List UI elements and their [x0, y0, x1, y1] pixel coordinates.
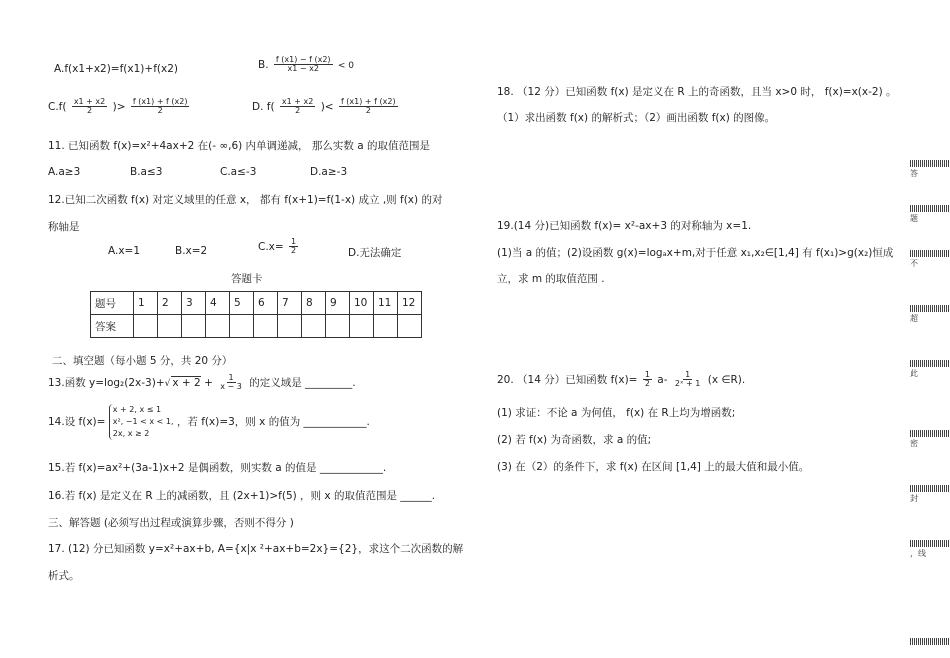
- option-c-fraction-1: [72, 98, 107, 116]
- question-20-part-1: (1) 求证：不论 a 为何值， f(x) 在 R上均为增函数;: [497, 407, 736, 419]
- q20-prefix: 20. （14 分）已知函数 f(x)=: [497, 373, 638, 386]
- question-18-line-1: 18. （12 分）已知函数 f(x) 是定义在 R 上的奇函数，且当 x>0 时， f(x)=x(x-2) 。: [497, 86, 897, 98]
- q11-option-b: B.a≤3: [130, 166, 163, 178]
- answer-card-cell[interactable]: [374, 315, 398, 338]
- seal-mark: [910, 430, 950, 449]
- section-2-heading: 二、填空题（每小题 5 分，共 20 分）: [52, 355, 233, 367]
- fraction-numerator: 1: [685, 370, 691, 379]
- option-b-fraction: [274, 56, 333, 74]
- q14-prefix: 14.设 f(x)=: [48, 416, 106, 428]
- fraction-numerator: 1: [228, 373, 234, 382]
- question-15: 15.若 f(x)=ax²+(3a-1)x+2 是偶函数，则实数 a 的值是 ____________.: [48, 462, 387, 474]
- seal-mark: [910, 250, 950, 269]
- q14-case: 2x, x ≥ 2: [112, 429, 150, 438]
- q14-case: x + 2, x ≤ 1: [112, 405, 162, 414]
- fraction-denominator: x1 − x2: [287, 64, 319, 74]
- fraction-numerator: f (x1) − f (x2): [275, 55, 331, 64]
- answer-card-cell[interactable]: [230, 315, 254, 338]
- answer-card-number: 6: [254, 292, 278, 315]
- answer-card-cell[interactable]: [206, 315, 230, 338]
- q12-option-a: A.x=1: [108, 245, 141, 257]
- section-3-heading: 三、解答题 (必须写出过程或演算步骤，否则不得分 ): [48, 517, 294, 529]
- q12-option-b: B.x=2: [175, 245, 208, 257]
- q20-fraction-1: [643, 371, 652, 389]
- answer-card-number-row: [91, 292, 422, 315]
- seal-bars: [910, 250, 950, 257]
- option-b: [258, 56, 354, 74]
- answer-card-cell[interactable]: [350, 315, 374, 338]
- q20-fraction-2: [673, 371, 703, 389]
- seal-bars: [910, 360, 950, 367]
- fraction-denominator: 2: [157, 106, 163, 116]
- option-d-fraction-2: [339, 98, 398, 116]
- answer-card-title: 答题卡: [231, 273, 263, 285]
- answer-card-number: 4: [206, 292, 230, 315]
- q20-suffix: (x ∈R).: [707, 373, 746, 386]
- question-17-line-2: 析式。: [48, 570, 80, 582]
- q11-option-a: A.a≥3: [48, 166, 81, 178]
- q12-option-d: D.无法确定: [348, 247, 402, 259]
- question-20-part-3: (3) 在（2）的条件下，求 f(x) 在区间 [1,4] 上的最大值和最小值。: [497, 461, 810, 473]
- option-c: [48, 98, 191, 116]
- fraction-denominator: x − 3: [220, 382, 242, 392]
- answer-card-number: 8: [302, 292, 326, 315]
- question-17-line-1: 17. (12) 分已知函数 y=x²+ax+b, A={x|x ²+ax+b=2x}={2}，求这个二次函数的解: [48, 543, 464, 555]
- seal-char: 此: [910, 369, 918, 378]
- answer-card-number: 9: [326, 292, 350, 315]
- option-b-tail: < 0: [337, 60, 355, 71]
- answer-card-number: 1: [134, 292, 158, 315]
- question-20: [497, 371, 745, 389]
- fraction-denominator: 2: [295, 106, 301, 116]
- seal-mark: [910, 360, 950, 379]
- fraction-numerator: x1 + x2: [281, 97, 314, 106]
- option-d-label: D. f(: [252, 100, 275, 113]
- seal-char: 题: [910, 214, 918, 223]
- seal-mark: [910, 305, 950, 324]
- q12-option-c-fraction: [289, 238, 298, 256]
- option-a: A.f(x1+x2)=f(x1)+f(x2): [54, 63, 178, 75]
- option-d-mid: )<: [320, 100, 334, 113]
- seal-char: ，线: [910, 549, 926, 558]
- seal-char: 密: [910, 439, 918, 448]
- answer-card-header: 题号: [91, 292, 134, 315]
- seal-bars: [910, 205, 950, 212]
- option-c-mid: )>: [112, 100, 126, 113]
- answer-card-table: [90, 291, 422, 338]
- q13-suffix: 的定义域是 _________.: [249, 376, 356, 389]
- q13-prefix: 13.函数 y=log₂(2x-3)+: [48, 376, 165, 389]
- question-16: 16.若 f(x) 是定义在 R 上的减函数，且 (2x+1)>f(5) ，则 x 的取值范围是 ______.: [48, 490, 436, 502]
- seal-mark: [910, 485, 950, 504]
- fraction-numerator: 1: [291, 237, 297, 246]
- q14-case: x², −1 < x < 1,: [112, 417, 174, 426]
- answer-card-cell[interactable]: [302, 315, 326, 338]
- answer-card-number: 12: [398, 292, 422, 315]
- answer-card-cell[interactable]: [158, 315, 182, 338]
- seal-mark: [910, 638, 950, 645]
- option-c-fraction-2: [131, 98, 190, 116]
- seal-char: 不: [910, 259, 918, 268]
- seal-bars: [910, 305, 950, 312]
- seal-mark: [910, 205, 950, 224]
- fraction-numerator: f (x1) + f (x2): [340, 97, 396, 106]
- q13-fraction: [218, 374, 244, 392]
- answer-card-number: 10: [350, 292, 374, 315]
- q12-option-c-label: C.x=: [258, 240, 284, 253]
- q13-plus: +: [204, 376, 213, 389]
- option-d-fraction-1: [280, 98, 315, 116]
- q20-mid: a-: [657, 373, 668, 386]
- seal-bars: [910, 485, 950, 492]
- question-19-line-1: 19.(14 分)已知函数 f(x)= x²-ax+3 的对称轴为 x=1.: [497, 220, 752, 232]
- question-19-line-2: (1)当 a 的值；(2)设函数 g(x)=logₐx+m,对于任意 x₁,x₂∈[1,4] 有 f(x₁)>g(x₂)恒成: [497, 247, 894, 259]
- answer-card-answer-row: [91, 315, 422, 338]
- answer-card-cell[interactable]: [278, 315, 302, 338]
- question-12-line-2: 称轴是: [48, 221, 80, 233]
- question-12-line-1: 12.已知二次函数 f(x) 对定义域里的任意 x， 都有 f(x+1)=f(1-x) 成立 ,则 f(x) 的对: [48, 194, 443, 206]
- answer-card-cell[interactable]: [134, 315, 158, 338]
- seal-mark: [910, 160, 950, 179]
- fraction-denominator: 2: [644, 379, 650, 389]
- q11-option-c: C.a≤-3: [220, 166, 257, 178]
- answer-card-answer-label: 答案: [91, 315, 134, 338]
- q11-option-d: D.a≥-3: [310, 166, 348, 178]
- seal-bars: [910, 638, 950, 645]
- seal-bars: [910, 430, 950, 437]
- fraction-denominator: 2ˣ + 1: [674, 379, 701, 389]
- answer-card-number: 11: [374, 292, 398, 315]
- seal-char: 封: [910, 494, 918, 503]
- option-d: [252, 98, 400, 116]
- option-c-label: C.f(: [48, 100, 67, 113]
- answer-card-number: 2: [158, 292, 182, 315]
- answer-card-cell[interactable]: [326, 315, 350, 338]
- seal-bars: [910, 540, 950, 547]
- question-14: [48, 404, 370, 440]
- fraction-denominator: 2: [86, 106, 93, 116]
- seal-bars: [910, 160, 950, 167]
- answer-card-cell[interactable]: [254, 315, 278, 338]
- question-19-line-3: 立，求 m 的取值范围 .: [497, 273, 605, 285]
- fraction-numerator: f (x1) + f (x2): [132, 97, 188, 106]
- option-b-label: B.: [258, 58, 269, 71]
- question-11: 11. 已知函数 f(x)=x²+4ax+2 在(- ∞,6) 内单调递减， 那么实数 a 的取值范围是: [48, 140, 431, 152]
- fraction-denominator: 2: [365, 106, 371, 116]
- fraction-numerator: x1 + x2: [73, 97, 106, 106]
- answer-card-cell[interactable]: [398, 315, 422, 338]
- fraction-numerator: 1: [644, 370, 650, 379]
- seal-char: 答: [910, 169, 918, 178]
- fraction-denominator: 2: [291, 246, 297, 256]
- question-20-part-2: (2) 若 f(x) 为奇函数，求 a 的值;: [497, 434, 652, 446]
- question-18-line-2: （1）求出函数 f(x) 的解析式；（2）画出函数 f(x) 的图像。: [497, 112, 776, 124]
- q13-sqrt: x + 2: [172, 376, 201, 389]
- answer-card-number: 3: [182, 292, 206, 315]
- question-13: 13.函数 y=log₂(2x-3)+√ x + 2 + $\frac{1}{x - 3}$ 的定义域是 _________.: [48, 373, 356, 392]
- q14-piecewise: [109, 404, 174, 440]
- seal-char: 超: [910, 314, 918, 323]
- answer-card-cell[interactable]: [182, 315, 206, 338]
- answer-card-number: 7: [278, 292, 302, 315]
- answer-card-number: 5: [230, 292, 254, 315]
- q12-option-c: [258, 238, 300, 256]
- q14-suffix: ，若 f(x)=3，则 x 的值为 ____________.: [176, 416, 370, 428]
- seal-mark: [910, 540, 950, 559]
